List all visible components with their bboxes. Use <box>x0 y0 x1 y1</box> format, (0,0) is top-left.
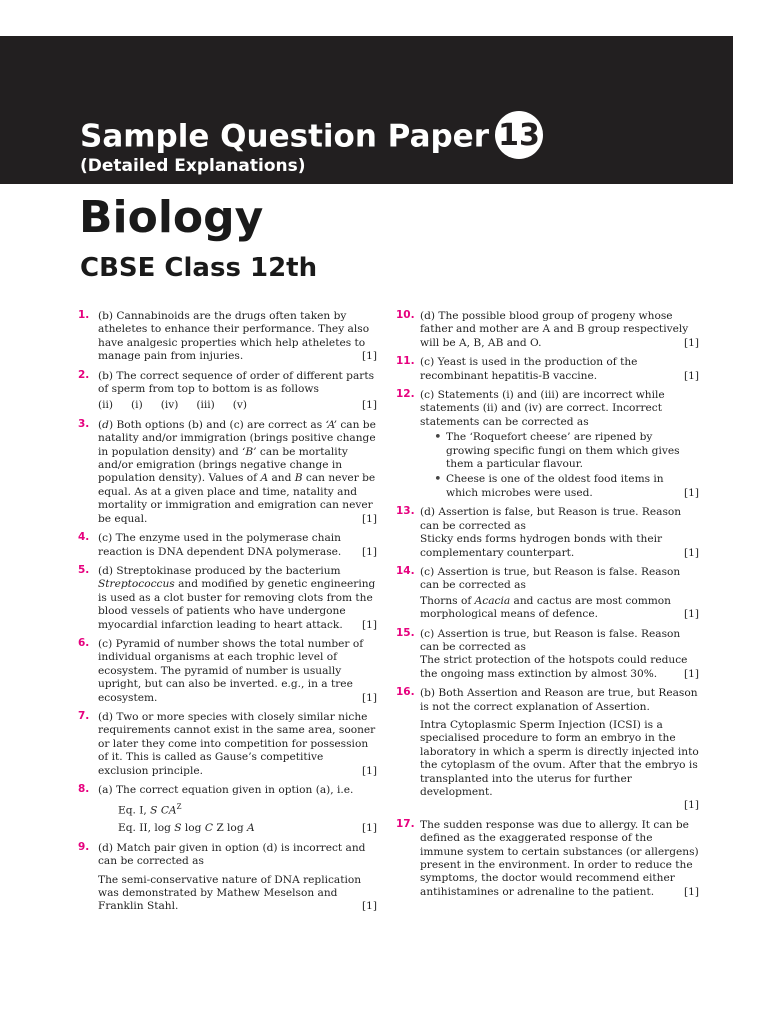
question-number: 13. <box>396 505 415 518</box>
question-number: 12. <box>396 388 415 401</box>
answer-17 <box>396 819 699 899</box>
marks: [1] <box>683 369 699 382</box>
text-run: Sticky ends forms hydrogen bonds with their complementary counterpart. <box>420 533 663 559</box>
answer-text: (d) The possible blood group of progeny whose father and mother are A and B group respectively will be A, B, AB and O. <box>420 310 689 349</box>
question-number: 1. <box>78 309 90 321</box>
marks-row <box>420 799 699 812</box>
answer-9 <box>78 842 377 914</box>
text-run: S <box>150 804 158 817</box>
answer-text: (d) Two or more species with closely similar niche requirements cannot exist in the same area, sooner or later they come into competition for possession of it. This is called as Gause’s competitive exclusion principle. <box>98 710 376 777</box>
marks: [1] <box>361 822 377 835</box>
answer-11 <box>396 356 699 383</box>
text-run: Streptococcus <box>98 578 175 591</box>
text-run: can be natality and/or immigration (brings positive change in population density) and <box>98 418 376 458</box>
question-number: 6. <box>78 636 90 649</box>
option: (v) <box>232 399 248 412</box>
marks: [1] <box>361 545 377 558</box>
answer-15 <box>396 628 699 682</box>
text-run: and modified by genetic engineering is used as a clot buster for removing clots from the blood vessels of patients who have undergone myocardial infarction leading to heart attack. <box>98 578 376 631</box>
answer-text: The sudden response was due to allergy. It can be defined as the exaggerated response of the immune system to certain substances (or allergens) present in the environment. In order to reduce the symptoms, the doctor would recommend either antihistamines or adrenaline to the patient. <box>420 818 699 898</box>
text-run: and cactus are most common morphological means of defence. <box>420 594 671 621</box>
option: (ii) <box>98 399 114 412</box>
marks: [1] <box>683 885 699 898</box>
text-run: B <box>294 472 303 485</box>
answer-8 <box>78 784 377 836</box>
bullet-item <box>420 473 699 500</box>
text-run: The semi-conservative nature of DNA replication was demonstrated by Mathew Meselson and Franklin Stahl. <box>98 873 362 913</box>
marks: [1] <box>361 618 377 631</box>
answer-explanation <box>420 533 699 560</box>
sequence-options <box>98 399 377 412</box>
answer-1 <box>78 310 377 364</box>
text-run: A <box>246 822 255 835</box>
question-number: 11. <box>396 355 415 368</box>
text-run: can never be equal. As at a given place and time, natality and mortality or immigration and emigration can never be equal. <box>98 472 376 525</box>
question-number: 8. <box>78 783 90 795</box>
paper-subtitle: (Detailed Explanations) <box>80 156 306 176</box>
text-run: Z <box>176 803 182 812</box>
text-run: A <box>260 472 269 485</box>
text-run: Z log <box>212 822 247 835</box>
marks: [1] <box>361 512 377 525</box>
option: (iv) <box>160 399 179 412</box>
text-run: d <box>102 418 109 431</box>
marks: [1] <box>361 350 377 363</box>
marks: [1] <box>683 608 699 621</box>
text-run: Intra Cytoplasmic Sperm Injection (ICSI) is a specialised procedure to form an embryo in the laboratory in which a sperm is directly injected into the cytoplasm of the ovum. After that the embryo is transplanted into the uterus for further development. <box>420 718 699 798</box>
text-run: Cheese is one of the oldest food items in which microbes were used. <box>446 473 664 499</box>
paper-number-badge: 13 <box>495 111 543 159</box>
answer-text: (a) The correct equation given in option (a), i.e. <box>98 784 354 796</box>
marks: [1] <box>361 764 377 777</box>
paper-title-text: Sample Question Paper <box>80 118 489 155</box>
question-number: 14. <box>396 564 415 577</box>
answer-6 <box>78 638 377 705</box>
text-run: S <box>174 822 182 835</box>
answer-text: (c) Assertion is true, but Reason is false. Reason can be corrected as <box>420 565 681 592</box>
question-number: 9. <box>78 840 90 853</box>
text-run: ( <box>98 418 103 431</box>
answer-text: (b) Both Assertion and Reason are true, but Reason is not the correct explanation of Assertion. <box>420 687 698 713</box>
answer-text: (c) Yeast is used in the production of the recombinant hepatitis-B vaccine. <box>420 356 638 382</box>
answer-2 <box>78 370 377 413</box>
answer-text: (d) Match pair given in option (d) is incorrect and can be corrected as <box>98 841 366 868</box>
answer-3 <box>78 419 377 526</box>
answer-text: (d) Assertion is false, but Reason is true. Reason can be corrected as <box>420 506 682 532</box>
answer-4 <box>78 532 377 559</box>
marks: [1] <box>683 336 699 349</box>
bullet-item <box>420 431 699 471</box>
question-number: 10. <box>396 309 415 321</box>
question-number: 2. <box>78 368 90 381</box>
option: (iii) <box>196 399 215 412</box>
answer-explanation <box>420 595 699 622</box>
question-number: 7. <box>78 709 90 722</box>
answer-text: (c) The enzyme used in the polymerase chain reaction is DNA dependent DNA polymerase. <box>98 532 342 558</box>
right-column <box>396 310 699 905</box>
answer-text: (c) Statements (i) and (iii) are incorrect while statements (ii) and (iv) are correct. Incorrect statements can be corrected as <box>420 389 665 428</box>
paper-title <box>80 114 543 162</box>
class-label: CBSE Class 12th <box>80 253 318 283</box>
answer-7 <box>78 711 377 778</box>
answer-text: (c) Assertion is true, but Reason is false. Reason can be corrected as <box>420 627 681 653</box>
marks: [1] <box>361 399 377 412</box>
question-number: 16. <box>396 686 415 699</box>
marks: [1] <box>361 691 377 704</box>
text-run: ) Both options (b) and (c) are correct as <box>108 418 326 431</box>
marks: [1] <box>683 667 699 680</box>
text-run: The ‘Roquefort cheese’ are ripened by growing specific fungi on them which gives them a particular flavour. <box>446 431 680 471</box>
text-run: C <box>204 822 213 835</box>
answer-14 <box>396 566 699 622</box>
question-number: 15. <box>396 626 415 639</box>
answer-10 <box>396 310 699 350</box>
answer-text: (c) Pyramid of number shows the total number of individual organisms at each trophic level of ecosystem. The pyramid of number is usually upright, but can also be inverted. e.g., in a tree ecosystem. <box>98 637 364 704</box>
marks: [1] <box>361 900 377 913</box>
text-run: ‘B’ <box>242 445 257 458</box>
marks: [1] <box>683 546 699 559</box>
text-run: (d) Streptokinase produced by the bacterium <box>98 564 341 577</box>
equation-2 <box>98 822 377 835</box>
text-run: Acacia <box>474 594 511 607</box>
text-run: The strict protection of the hotspots could reduce the ongoing mass extinction by almost 30%. <box>420 654 688 680</box>
answer-16 <box>396 687 699 813</box>
question-number: 3. <box>78 417 90 430</box>
subject-title: Biology <box>79 192 264 243</box>
question-number: 17. <box>396 817 415 830</box>
answer-13 <box>396 506 699 560</box>
question-number: 4. <box>78 531 90 544</box>
text-run: CA <box>160 804 177 817</box>
answer-12 <box>396 389 699 500</box>
text-run: Eq. II, log <box>118 822 175 835</box>
answer-explanation <box>98 874 377 914</box>
text-run: can be mortality and/or emigration (brings negative change in population density). Values of <box>98 445 348 485</box>
answer-text: (b) The correct sequence of order of different parts of sperm from top to bottom is as follows <box>98 369 375 396</box>
text-run: ‘A’ <box>325 418 337 431</box>
question-number: 5. <box>78 563 90 576</box>
text-run: Thorns of <box>420 594 475 607</box>
text-run: and <box>268 472 295 485</box>
option: (i) <box>131 399 143 412</box>
answer-explanation <box>420 719 699 799</box>
answer-explanation <box>420 654 699 681</box>
answer-5 <box>78 565 377 632</box>
answer-text: (b) Cannabinoids are the drugs often taken by atheletes to enhance their performance. They also have analgesic properties which help atheletes to manage pain from injuries. <box>98 310 370 363</box>
text-run: Eq. I, <box>118 804 151 817</box>
marks: [1] <box>683 486 699 499</box>
text-run: log <box>181 822 205 835</box>
left-column <box>78 310 377 920</box>
equation-1 <box>98 801 377 818</box>
marks: [1] <box>683 799 699 812</box>
